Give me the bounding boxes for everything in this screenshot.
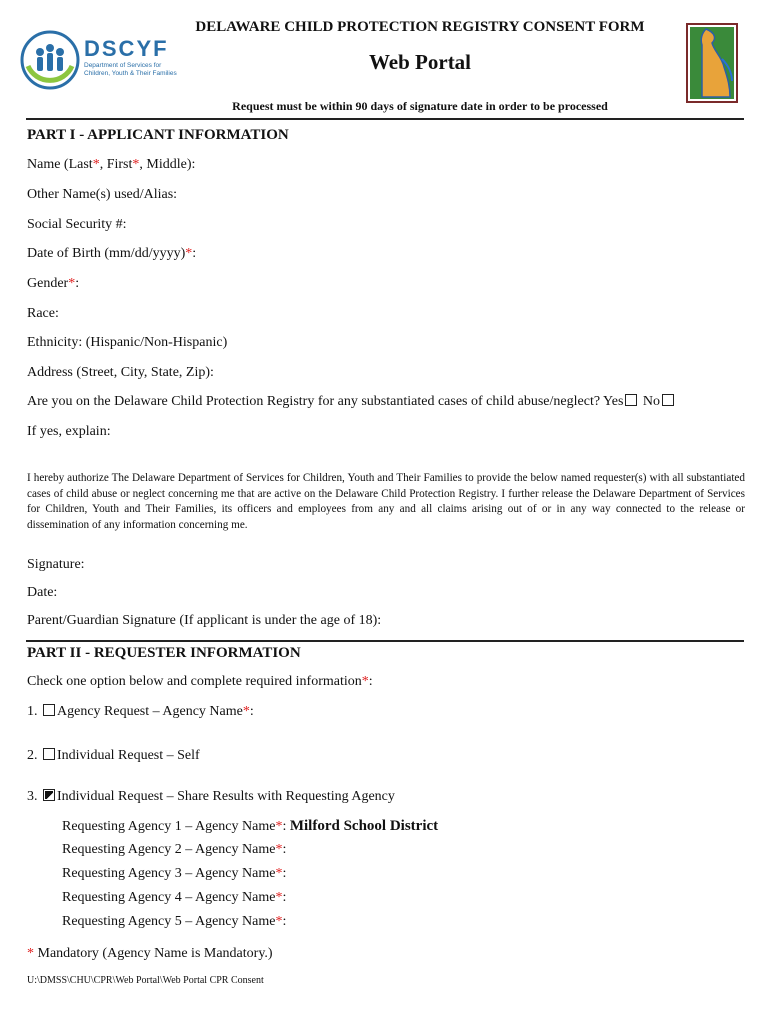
no-checkbox[interactable] — [662, 394, 674, 406]
part2-heading: PART II - REQUESTER INFORMATION — [27, 645, 301, 661]
signature-field[interactable]: Signature: — [27, 557, 85, 572]
authorization-text: I hereby authorize The Delaware Department of Services for Children, Youth and Their Families to provide the below named requester(s) with all substantiated cases of child abuse or neglect concerning me that are active on the Delaware Child Protection Registry. I further release the Delaware Department of Services for Children, Youth and Their Families, its officers and employees from any and all claims arising out of or in any way connected to the release or dissemination of any information concerning me. — [27, 472, 745, 531]
dob-field[interactable]: Date of Birth (mm/dd/yyyy)*: — [27, 246, 197, 261]
option-agency-request[interactable]: 1. Agency Request – Agency Name*: — [27, 704, 254, 719]
address-field[interactable]: Address (Street, City, State, Zip): — [27, 365, 214, 380]
gender-field[interactable]: Gender*: — [27, 276, 80, 291]
part1-heading: PART I - APPLICANT INFORMATION — [27, 127, 289, 143]
dscyf-logo-icon — [20, 26, 80, 94]
requesting-agency-5[interactable]: Requesting Agency 5 – Agency Name*: — [62, 914, 287, 929]
requesting-agency-2[interactable]: Requesting Agency 2 – Agency Name*: — [62, 842, 287, 857]
individual-self-checkbox[interactable] — [43, 748, 55, 760]
option-share-results[interactable]: 3. Individual Request – Share Results with Requesting Agency — [27, 789, 395, 804]
delaware-map — [686, 23, 738, 103]
dscyf-logo — [20, 26, 195, 94]
delaware-map-icon — [686, 23, 738, 103]
processing-notice: Request must be within 90 days of signature date in order to be processed — [232, 99, 608, 113]
requesting-agency-3[interactable]: Requesting Agency 3 – Agency Name*: — [62, 866, 287, 881]
other-names-field[interactable]: Other Name(s) used/Alias: — [27, 187, 178, 202]
date-field[interactable]: Date: — [27, 585, 58, 600]
ethnicity-field[interactable]: Ethnicity: (Hispanic/Non-Hispanic) — [27, 335, 228, 350]
ssn-field[interactable]: Social Security #: — [27, 217, 127, 232]
mandatory-note: * Mandatory (Agency Name is Mandatory.) — [27, 946, 273, 961]
part2-divider — [26, 640, 744, 642]
form-title: DELAWARE CHILD PROTECTION REGISTRY CONSENT FORM — [195, 19, 645, 35]
logo-line-1: Department of Services for — [84, 62, 162, 69]
logo-line-2: Children, Youth & Their Families — [84, 70, 177, 77]
logo-abbr: DSCYF — [84, 36, 169, 61]
requesting-agency-4[interactable]: Requesting Agency 4 – Agency Name*: — [62, 890, 287, 905]
form-subtitle: Web Portal — [368, 50, 472, 74]
part2-instruction: Check one option below and complete required information*: — [27, 674, 373, 689]
race-field[interactable]: Race: — [27, 306, 59, 321]
share-results-checkbox[interactable] — [43, 789, 55, 801]
part1-divider — [26, 118, 744, 120]
file-path-footer: U:\DMSS\CHU\CPR\Web Portal\Web Portal CPR Consent — [27, 975, 264, 986]
explain-field[interactable]: If yes, explain: — [27, 424, 111, 439]
requesting-agency-1-value[interactable]: Milford School District — [289, 818, 439, 834]
requesting-agency-1[interactable]: Requesting Agency 1 – Agency Name*: Milford School District — [62, 818, 439, 834]
name-field[interactable]: Name (Last*, First*, Middle): — [27, 157, 196, 172]
option-individual-self[interactable]: 2. Individual Request – Self — [27, 748, 200, 763]
yes-checkbox[interactable] — [625, 394, 637, 406]
registry-question: Are you on the Delaware Child Protection Registry for any substantiated cases of child abuse/neglect? Yes No — [27, 394, 676, 410]
guardian-signature-field[interactable]: Parent/Guardian Signature (If applicant is under the age of 18): — [27, 613, 382, 628]
agency-request-checkbox[interactable] — [43, 704, 55, 716]
